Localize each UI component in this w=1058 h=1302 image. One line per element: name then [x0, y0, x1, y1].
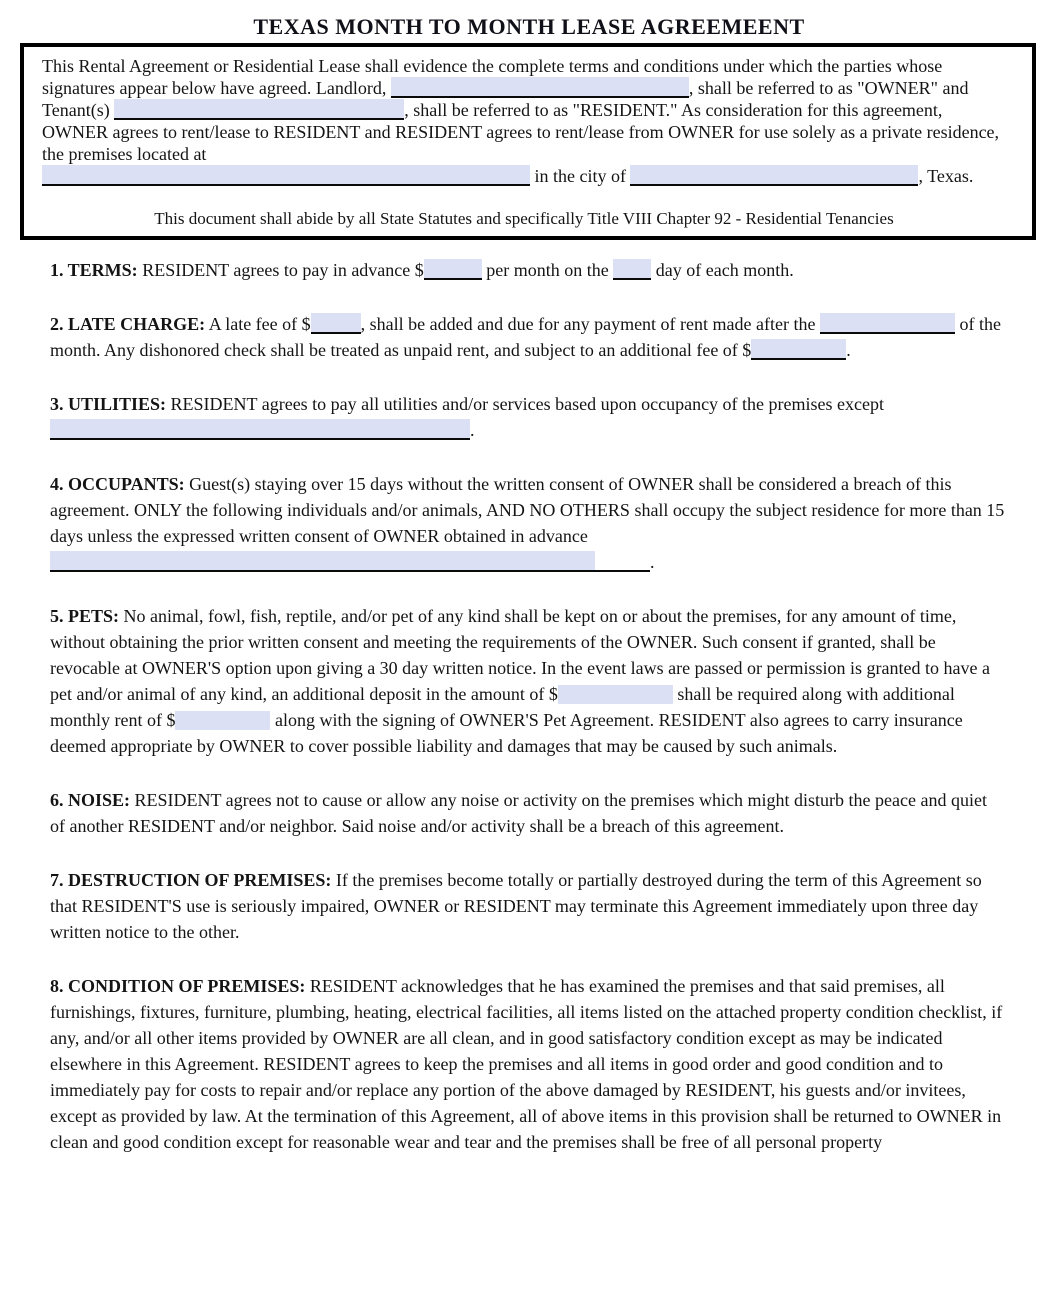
text-segment: RESIDENT agrees to pay all utilities and/or services based upon occupancy of the premises except: [166, 394, 884, 414]
text-segment: .: [846, 340, 851, 360]
section-heading: 7. DESTRUCTION OF PREMISES:: [50, 870, 332, 890]
text-segment: Guest(s) staying over 15 days without the written consent of OWNER shall be considered a breach of this agreement. ONLY the following individuals and/or animals, AND NO OTHERS shall occupy the subject residence for more than 15 days unless the expressed written consent of OWNER obtained in advance: [50, 474, 1005, 546]
text-segment: , shall be referred to as "RESIDENT." As consideration for this agreement, OWNER agrees to rent/lease to RESIDENT and RESIDENT agrees to rent/lease from OWNER for use solely as a private residence, the premises located at: [42, 100, 1000, 164]
text-segment: per month on the: [481, 260, 614, 280]
section-heading: 6. NOISE:: [50, 790, 131, 810]
field-city[interactable]: [630, 165, 918, 186]
text-segment: RESIDENT agrees to pay in advance $: [137, 260, 424, 280]
sections-container: [0, 240, 1058, 1155]
text-segment: , Texas.: [918, 166, 974, 186]
text-segment: No animal, fowl, fish, reptile, and/or pet of any kind shall be kept on or about the premises, for any amount of time, without obtaining the prior written consent and meeting the requirements of the OWNER. Such consent if granted, shall be revocable at OWNER'S option upon giving a 30 day written notice. In the event laws are passed or permission is granted to have a pet and/or animal of any kind, an additional deposit in the amount of $: [50, 606, 990, 704]
text-segment: along with the signing of OWNER'S Pet Agreement. RESIDENT also agrees to carry insurance deemed appropriate by OWNER to cover possible liability and damages that may be caused by such animals.: [50, 710, 963, 756]
field-rent-due-day[interactable]: [613, 259, 651, 280]
field-tenant-names[interactable]: [114, 99, 404, 120]
section-terms-paragraph: [50, 257, 1006, 283]
section-occupants-paragraph: [50, 471, 1006, 575]
text-segment: RESIDENT acknowledges that he has examined the premises and that said premises, all furnishings, fixtures, furniture, plumbing, heating, electrical facilities, all items listed on the attached property condition checklist, if any, and/or all other items provided by OWNER are all clean, and in good satisfactory condition except as may be indicated elsewhere in this Agreement. RESIDENT agrees to keep the premises and all items in good order and good condition and to immediately pay for costs to repair and/or replace any portion of the above damaged by RESIDENT, his guests and/or invitees, except as provided by law. At the termination of this Agreement, all of above items in this provision shall be returned to OWNER in clean and good condition except for reasonable wear and tear and the premises shall be free of all personal property: [50, 976, 1003, 1152]
field-occupants-list[interactable]: [50, 551, 595, 572]
text-segment: If the premises become totally or partially destroyed during the term of this Agreement so that RESIDENT'S use is seriously impaired, OWNER or RESIDENT may terminate this Agreement immediately upon three day written notice to the other.: [50, 870, 982, 942]
section-destruction-of-premises-paragraph: [50, 867, 1006, 945]
intro-box: [20, 43, 1036, 240]
text-segment: This Rental Agreement or Residential Lease shall evidence the complete terms and conditions under which the parties whose signatures appear below have agreed. Landlord,: [42, 56, 943, 98]
text-segment: .: [470, 420, 475, 440]
text-segment: shall be required along with additional monthly rent of $: [50, 684, 955, 730]
section-pets-paragraph: [50, 603, 1006, 759]
text-segment: , shall be referred to as "OWNER" and Tenant(s): [42, 78, 969, 120]
section-late-charge-paragraph: [50, 311, 1006, 363]
text-segment: , shall be added and due for any payment of rent made after the: [360, 314, 820, 334]
document-title: TEXAS MONTH TO MONTH LEASE AGREEMEENT: [253, 14, 805, 39]
text-segment: in the city of: [530, 166, 631, 186]
field-pet-monthly-rent[interactable]: [175, 711, 270, 730]
text-segment: RESIDENT agrees not to cause or allow any noise or activity on the premises which might disturb the peace and quiet of another RESIDENT and/or neighbor. Said noise and/or activity shall be a breach of this agreement.: [50, 790, 987, 836]
field-dishonored-check-fee[interactable]: [751, 339, 846, 360]
document-page: [0, 14, 1058, 1302]
section-heading: 1. TERMS:: [50, 260, 138, 280]
statute-line: This document shall abide by all State Statutes and specifically Title VIII Chapter 92 - Residential Tenancies: [154, 209, 894, 228]
field-late-day-of-month[interactable]: [820, 313, 955, 334]
text-segment: of the month. Any dishonored check shall be treated as unpaid rent, and subject to an additional fee of $: [50, 314, 1001, 360]
field-landlord-name[interactable]: [391, 77, 689, 98]
field-occupants-list-extension[interactable]: [595, 551, 650, 572]
field-rent-amount[interactable]: [424, 259, 482, 280]
section-heading: 2. LATE CHARGE:: [50, 314, 206, 334]
field-late-fee[interactable]: [311, 313, 361, 334]
intro-paragraph: [42, 55, 1006, 187]
section-heading: 4. OCCUPANTS:: [50, 474, 185, 494]
field-pet-deposit[interactable]: [558, 685, 673, 704]
field-premises-address[interactable]: [42, 165, 530, 186]
section-utilities-paragraph: [50, 391, 1006, 443]
section-condition-of-premises-paragraph: [50, 973, 1006, 1155]
text-segment: A late fee of $: [205, 314, 311, 334]
field-utilities-exception[interactable]: [50, 419, 470, 440]
section-noise-paragraph: [50, 787, 1006, 839]
text-segment: day of each month.: [651, 260, 794, 280]
section-heading: 5. PETS:: [50, 606, 120, 626]
section-heading: 3. UTILITIES:: [50, 394, 167, 414]
text-segment: .: [650, 552, 655, 572]
section-heading: 8. CONDITION OF PREMISES:: [50, 976, 306, 996]
